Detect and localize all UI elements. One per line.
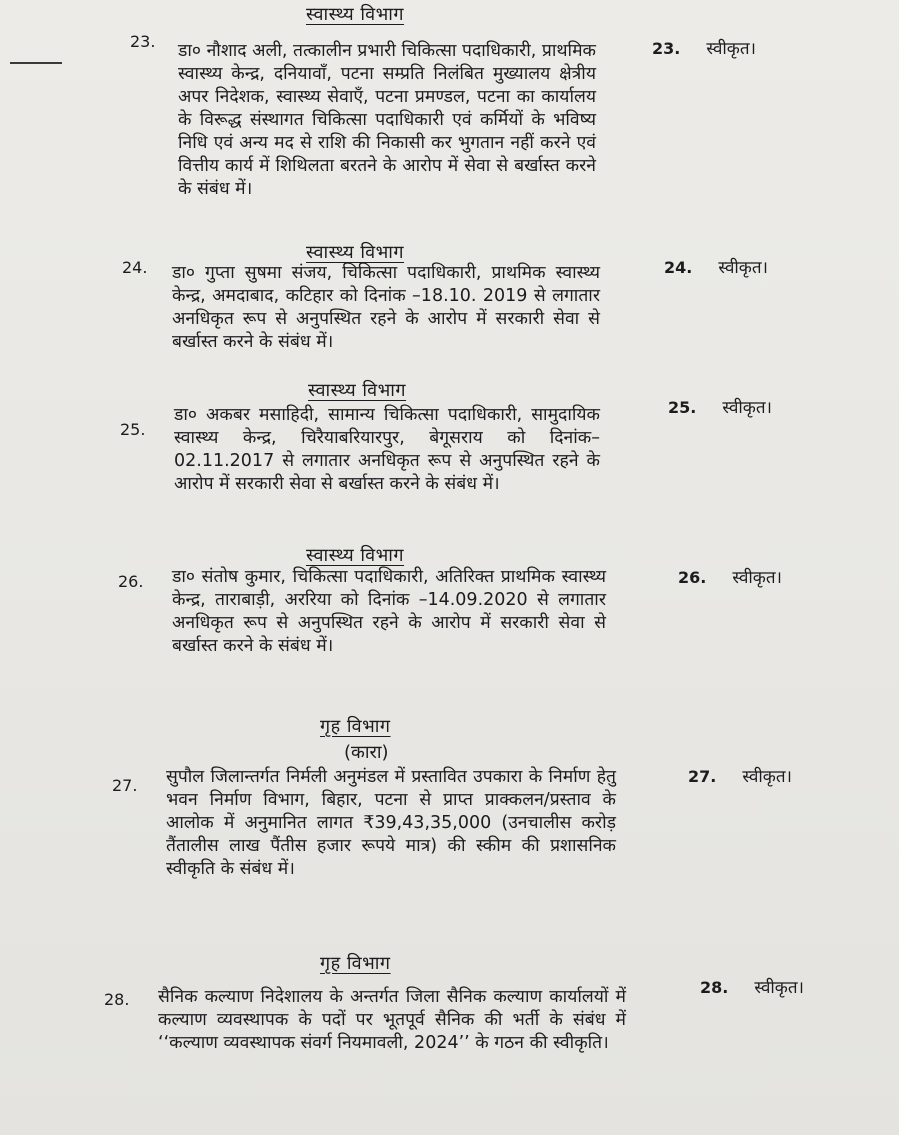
department-heading: स्वास्थ्य विभाग <box>306 545 405 566</box>
decision-label: स्वीकृत। <box>706 39 757 59</box>
department-heading: स्वास्थ्य विभाग <box>306 242 405 263</box>
decision-number: 26. <box>678 568 707 587</box>
decision-label: स्वीकृत। <box>718 258 769 278</box>
item-number: 27. <box>112 776 138 795</box>
decision-label: स्वीकृत। <box>754 978 805 998</box>
department-heading: स्वास्थ्य विभाग <box>306 4 405 25</box>
item-number: 24. <box>122 258 148 277</box>
sub-department: (कारा) <box>344 742 389 763</box>
decision-number: 28. <box>700 978 729 997</box>
decision <box>678 565 782 588</box>
decision <box>652 36 756 59</box>
department-heading: गृह विभाग <box>320 953 391 974</box>
decision <box>700 975 804 998</box>
decision <box>664 255 768 278</box>
item-text: डा० संतोष कुमार, चिकित्सा पदाधिकारी, अतिरिक्त प्राथमिक स्वास्थ्य केन्द्र, ताराबाड़ी, अररिया को दिनांक –14.09.2020 से लगातार अनधिकृत रूप से अनुपस्थित रहने के आरोप में सरकारी सेवा से बर्खास्त करने के संबंध में। <box>172 567 606 656</box>
decision <box>668 395 772 418</box>
decision-number: 23. <box>652 39 681 58</box>
department-heading: स्वास्थ्य विभाग <box>308 380 407 401</box>
item-number: 26. <box>118 572 144 591</box>
item-text: डा० अकबर मसाहिदी, सामान्य चिकित्सा पदाधिकारी, सामुदायिक स्वास्थ्य केन्द्र, चिरैयाबरियारपुर, बेगूसराय को दिनांक–02.11.2017 से लगातार अनधिकृत रूप से अनुपस्थित रहने के आरोप में सरकारी सेवा से बर्खास्त करने के संबंध में। <box>174 405 600 494</box>
department-heading: गृह विभाग <box>320 716 391 737</box>
margin-dash <box>10 62 62 64</box>
decision-label: स्वीकृत। <box>722 398 773 418</box>
item-number: 28. <box>104 990 130 1009</box>
item-number: 23. <box>130 32 156 51</box>
item-number: 25. <box>120 420 146 439</box>
decision-number: 24. <box>664 258 693 277</box>
item-text: डा० नौशाद अली, तत्कालीन प्रभारी चिकित्सा पदाधिकारी, प्राथमिक स्वास्थ्य केन्द्र, दनियावाँ, पटना सम्प्रति निलंबित मुख्यालय क्षेत्रीय अपर निदेशक, स्वास्थ्य सेवाएँ, पटना प्रमण्डल, पटना का कार्यालय के विरूद्ध संस्थागत चिकित्सा पदाधिकारी एवं कर्मियों के भविष्य निधि एवं अन्य मद से राशि की निकासी कर भुगतान नहीं करने एवं वित्तीय कार्य में शिथिलता बरतने के आरोप में सेवा से बर्खास्त करने के संबंध में। <box>178 41 596 199</box>
item-text: सुपौल जिलान्तर्गत निर्मली अनुमंडल में प्रस्तावित उपकारा के निर्माण हेतु भवन निर्माण विभाग, बिहार, पटना से प्राप्त प्राक्कलन/प्रस्ताव के आलोक में अनुमानित लागत ₹39,43,35,000 (उनचालीस करोड़ तैंतालीस लाख पैंतीस हजार रूपये मात्र) की स्कीम की प्रशासनिक स्वीकृति के संबंध में। <box>166 767 616 879</box>
decision-label: स्वीकृत। <box>732 568 783 588</box>
item-text: सैनिक कल्याण निदेशालय के अन्तर्गत जिला सैनिक कल्याण कार्यालयों में कल्याण व्यवस्थापक के पदों पर भूतपूर्व सैनिक की भर्ती के संबंध में ‘‘कल्याण व्यवस्थापक संवर्ग नियमावली, 2024’’ के गठन की स्वीकृति। <box>158 987 626 1053</box>
decision <box>688 764 792 787</box>
decision-number: 25. <box>668 398 697 417</box>
decision-number: 27. <box>688 767 717 786</box>
decision-label: स्वीकृत। <box>742 767 793 787</box>
item-text: डा० गुप्ता सुषमा संजय, चिकित्सा पदाधिकारी, प्राथमिक स्वास्थ्य केन्द्र, अमदाबाद, कटिहार को दिनांक –18.10. 2019 से लगातार अनधिकृत रूप से अनुपस्थित रहने के आरोप में सरकारी सेवा से बर्खास्त करने के संबंध में। <box>172 263 600 352</box>
